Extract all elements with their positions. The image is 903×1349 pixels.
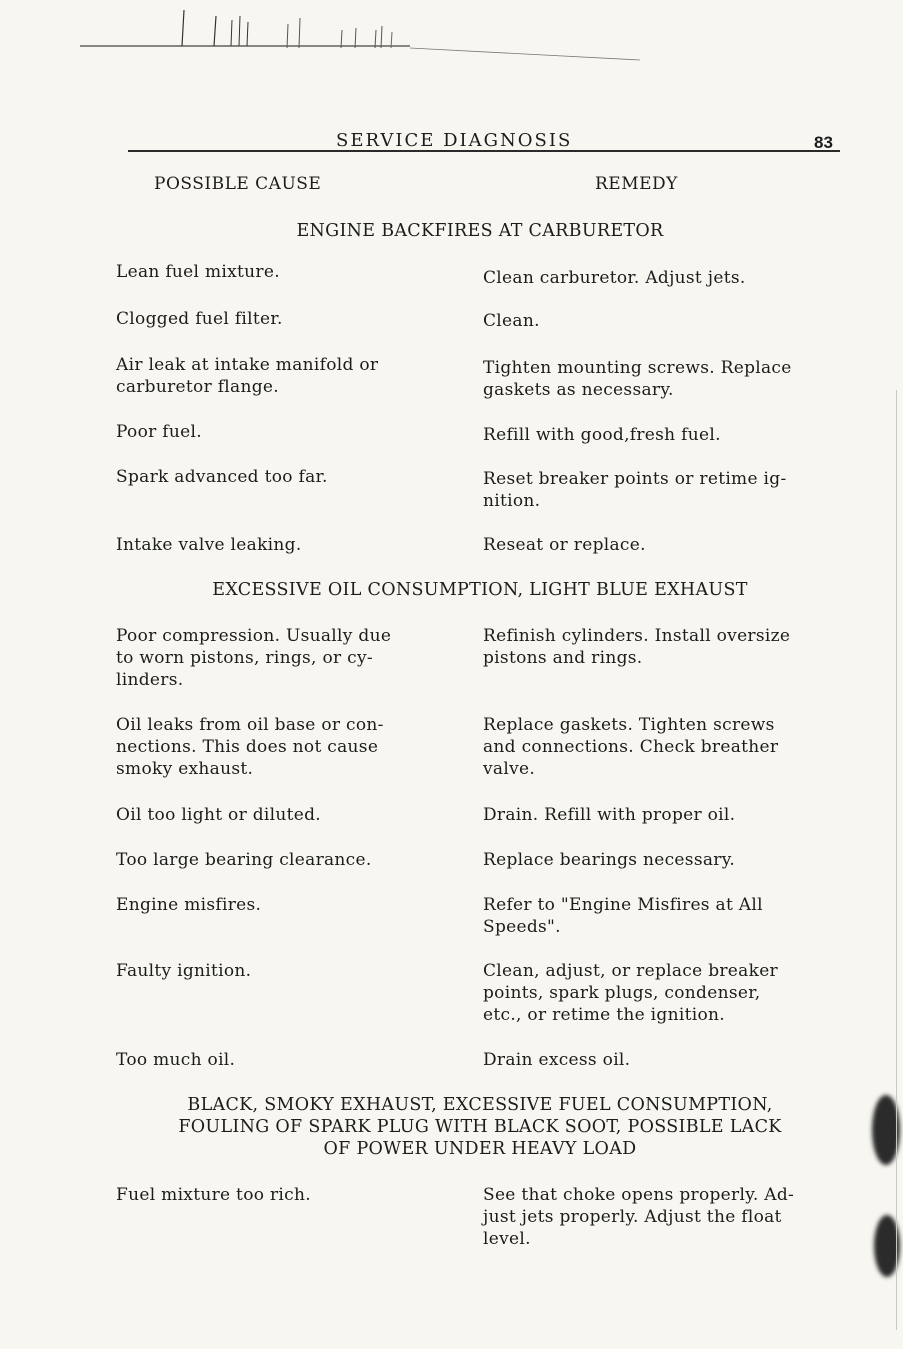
section-title-backfires: ENGINE BACKFIRES AT CARBURETOR	[296, 221, 664, 241]
cause-text: Engine misfires.	[116, 895, 262, 915]
remedy-text: Drain. Refill with proper oil.	[483, 805, 736, 825]
section-title-oil-consumption: EXCESSIVE OIL CONSUMPTION, LIGHT BLUE EXHAUST	[212, 580, 748, 600]
column-header-remedy: REMEDY	[595, 174, 678, 194]
header-rule	[128, 150, 840, 152]
cause-text: Intake valve leaking.	[116, 535, 302, 555]
page-number: 83	[814, 133, 833, 152]
cause-text: Faulty ignition.	[116, 961, 252, 981]
remedy-text: Reseat or replace.	[483, 535, 646, 555]
remedy-text: Refer to "Engine Misfires at All Speeds".	[483, 895, 763, 937]
cause-text: Fuel mixture too rich.	[116, 1185, 311, 1205]
remedy-text: See that choke opens properly. Ad- just jets properly. Adjust the float level.	[483, 1185, 795, 1249]
cause-text: Oil leaks from oil base or con- nections. This does not cause smoky exhaust.	[116, 715, 384, 779]
cause-text: Spark advanced too far.	[116, 467, 328, 487]
remedy-text: Replace gaskets. Tighten screws and connections. Check breather valve.	[483, 715, 779, 779]
cause-text: Poor compression. Usually due to worn pistons, rings, or cy- linders.	[116, 626, 392, 690]
remedy-text: Drain excess oil.	[483, 1050, 631, 1070]
cause-text: Poor fuel.	[116, 422, 202, 442]
remedy-text: Clean carburetor. Adjust jets.	[483, 268, 746, 288]
column-header-cause: POSSIBLE CAUSE	[154, 174, 322, 194]
remedy-text: Clean.	[483, 311, 540, 331]
page-header-title: SERVICE DIAGNOSIS	[336, 130, 573, 151]
cause-text: Clogged fuel filter.	[116, 309, 283, 329]
cause-text: Lean fuel mixture.	[116, 262, 280, 282]
remedy-text: Refill with good,fresh fuel.	[483, 425, 721, 445]
cause-text: Air leak at intake manifold or carburetor flange.	[116, 355, 379, 397]
scan-marks	[80, 8, 640, 68]
remedy-text: Tighten mounting screws. Replace gaskets as necessary.	[483, 358, 792, 400]
remedy-text: Refinish cylinders. Install oversize pistons and rings.	[483, 626, 791, 668]
cause-text: Too large bearing clearance.	[116, 850, 372, 870]
remedy-text: Replace bearings necessary.	[483, 850, 736, 870]
page-edge-line	[896, 390, 897, 1330]
section-title-black-exhaust: BLACK, SMOKY EXHAUST, EXCESSIVE FUEL CONSUMPTION, FOULING OF SPARK PLUG WITH BLACK SOOT, POSSIBLE LACK OF POWER UNDER HEAVY LOAD	[178, 1095, 782, 1159]
cause-text: Oil too light or diluted.	[116, 805, 322, 825]
cause-text: Too much oil.	[116, 1050, 236, 1070]
remedy-text: Clean, adjust, or replace breaker points, spark plugs, condenser, etc., or retime the ignition.	[483, 961, 778, 1025]
remedy-text: Reset breaker points or retime ig- nition.	[483, 469, 787, 511]
